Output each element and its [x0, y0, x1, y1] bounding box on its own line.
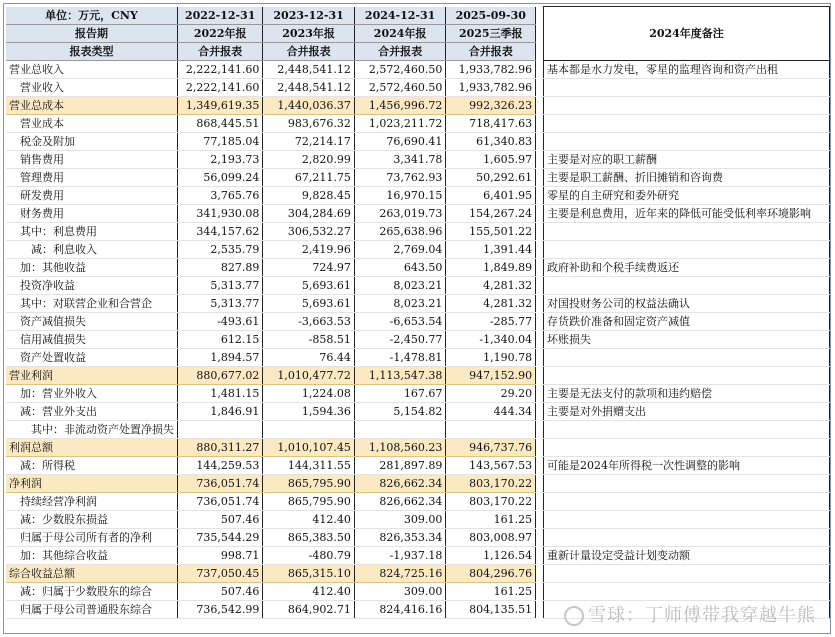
- table-row: [6, 348, 830, 366]
- spacer-cell: [536, 600, 544, 618]
- table-row: [6, 132, 830, 150]
- type-header: 合并报表: [263, 42, 355, 60]
- value-cell: 1,846.91: [178, 402, 263, 420]
- spacer-cell: [536, 240, 544, 258]
- value-cell: 946,737.76: [446, 438, 536, 456]
- value-cell: 72,214.17: [263, 132, 355, 150]
- value-cell: 2,769.04: [354, 240, 446, 258]
- note-cell: [544, 438, 830, 456]
- note-cell: [544, 276, 830, 294]
- period-header: 2023年报: [263, 24, 355, 42]
- value-cell: 612.15: [178, 330, 263, 348]
- row-label: 归属于母公司所有者的净利: [6, 528, 178, 546]
- value-cell: 344,157.62: [178, 222, 263, 240]
- note-cell: [544, 96, 830, 114]
- value-cell: -3,663.53: [263, 312, 355, 330]
- spacer-cell: [536, 474, 544, 492]
- value-cell: 2,535.79: [178, 240, 263, 258]
- value-cell: 737,050.45: [178, 564, 263, 582]
- note-cell: [544, 348, 830, 366]
- table-row: [6, 294, 830, 312]
- note-cell: 零星的自主研究和委外研究: [544, 186, 830, 204]
- type-header: 合并报表: [446, 42, 536, 60]
- value-cell: 865,795.90: [263, 492, 355, 510]
- date-header: 2023-12-31: [263, 7, 355, 25]
- row-label: 利润总额: [6, 438, 178, 456]
- value-cell: 167.67: [354, 384, 446, 402]
- value-cell: 1,126.54: [446, 546, 536, 564]
- table-row: [6, 402, 830, 420]
- value-cell: 992,326.23: [446, 96, 536, 114]
- value-cell: 5,313.77: [178, 276, 263, 294]
- value-cell: [263, 420, 355, 438]
- row-label: 管理费用: [6, 168, 178, 186]
- row-label: 加：其他综合收益: [6, 546, 178, 564]
- value-cell: 2,448,541.12: [263, 78, 355, 96]
- value-cell: 1,605.97: [446, 150, 536, 168]
- note-cell: [544, 564, 830, 582]
- value-cell: 724.97: [263, 258, 355, 276]
- unit-label: 单位：万元，CNY: [6, 7, 178, 25]
- value-cell: 507.46: [178, 510, 263, 528]
- income-statement-table: [6, 6, 830, 619]
- value-cell: -480.79: [263, 546, 355, 564]
- watermark-text: 雪球：丁师傅带我穿越牛熊: [588, 605, 816, 626]
- value-cell: 804,296.76: [446, 564, 536, 582]
- value-cell: 804,135.51: [446, 600, 536, 618]
- note-cell: [544, 582, 830, 600]
- table-row: [6, 384, 830, 402]
- type-header: 合并报表: [178, 42, 263, 60]
- header-row-periods: [6, 24, 830, 42]
- table-row: [6, 474, 830, 492]
- note-cell: [544, 132, 830, 150]
- value-cell: 29.20: [446, 384, 536, 402]
- value-cell: 76.44: [263, 348, 355, 366]
- note-cell: 主要是无法支付的款项和违约赔偿: [544, 384, 830, 402]
- value-cell: [354, 420, 446, 438]
- value-cell: 1,113,547.38: [354, 366, 446, 384]
- note-cell: 主要是对应的职工薪酬: [544, 150, 830, 168]
- note-cell: 对国投财务公司的权益法确认: [544, 294, 830, 312]
- value-cell: 865,315.10: [263, 564, 355, 582]
- table-row: [6, 258, 830, 276]
- value-cell: 2,222,141.60: [178, 60, 263, 78]
- value-cell: 5,154.82: [354, 402, 446, 420]
- row-label: 净利润: [6, 474, 178, 492]
- value-cell: 281,897.89: [354, 456, 446, 474]
- value-cell: 824,416.16: [354, 600, 446, 618]
- value-cell: 1,010,477.72: [263, 366, 355, 384]
- value-cell: 67,211.75: [263, 168, 355, 186]
- spacer-cell: [536, 60, 544, 78]
- value-cell: 880,311.27: [178, 438, 263, 456]
- value-cell: 8,023.21: [354, 294, 446, 312]
- value-cell: 868,445.51: [178, 114, 263, 132]
- row-label: 投资净收益: [6, 276, 178, 294]
- value-cell: 306,532.27: [263, 222, 355, 240]
- spacer-cell: [536, 96, 544, 114]
- note-cell: [544, 420, 830, 438]
- spacer-cell: [536, 348, 544, 366]
- spacer-cell: [536, 258, 544, 276]
- table-row: [6, 186, 830, 204]
- watermark: [564, 601, 816, 627]
- spacer-cell: [536, 330, 544, 348]
- spacer-cell: [536, 420, 544, 438]
- table-row: [6, 60, 830, 78]
- value-cell: 826,353.34: [354, 528, 446, 546]
- period-header: 2022年报: [178, 24, 263, 42]
- value-cell: 3,765.76: [178, 186, 263, 204]
- spacer-cell: [536, 402, 544, 420]
- table-row: [6, 312, 830, 330]
- row-label: 综合收益总额: [6, 564, 178, 582]
- value-cell: 2,572,460.50: [354, 78, 446, 96]
- value-cell: [446, 420, 536, 438]
- value-cell: 144,311.55: [263, 456, 355, 474]
- header-row-types: [6, 42, 830, 60]
- value-cell: 155,501.22: [446, 222, 536, 240]
- row-label: 信用减值损失: [6, 330, 178, 348]
- value-cell: 1,594.36: [263, 402, 355, 420]
- value-cell: 1,108,560.23: [354, 438, 446, 456]
- table-row: [6, 330, 830, 348]
- value-cell: 412.40: [263, 510, 355, 528]
- value-cell: 309.00: [354, 510, 446, 528]
- row-label: 资产处置收益: [6, 348, 178, 366]
- row-label: 其中：非流动资产处置净损失: [6, 420, 178, 438]
- row-label: 减：归属于少数股东的综合: [6, 582, 178, 600]
- value-cell: 1,023,211.72: [354, 114, 446, 132]
- value-cell: 144,259.53: [178, 456, 263, 474]
- spacer-cell: [536, 384, 544, 402]
- spacer-cell: [536, 150, 544, 168]
- note-cell: 基本都是水力发电，零星的监理咨询和资产出租: [544, 60, 830, 78]
- spacer-cell: [536, 582, 544, 600]
- value-cell: 1,391.44: [446, 240, 536, 258]
- value-cell: 826,662.34: [354, 474, 446, 492]
- value-cell: 4,281.32: [446, 276, 536, 294]
- value-cell: 304,284.69: [263, 204, 355, 222]
- value-cell: 1,224.08: [263, 384, 355, 402]
- value-cell: 73,762.93: [354, 168, 446, 186]
- row-label: 减：所得税: [6, 456, 178, 474]
- row-label: 减：少数股东损益: [6, 510, 178, 528]
- table-row: [6, 96, 830, 114]
- note-cell: [544, 78, 830, 96]
- row-label: 资产减值损失: [6, 312, 178, 330]
- value-cell: 263,019.73: [354, 204, 446, 222]
- value-cell: -1,478.81: [354, 348, 446, 366]
- note-cell: [544, 492, 830, 510]
- value-cell: [178, 420, 263, 438]
- note-cell: 可能是2024年所得税一次性调整的影响: [544, 456, 830, 474]
- value-cell: 1,894.57: [178, 348, 263, 366]
- note-cell: 主要是利息费用，近年来的降低可能受低利率环境影响: [544, 204, 830, 222]
- value-cell: 824,725.16: [354, 564, 446, 582]
- row-label: 营业总成本: [6, 96, 178, 114]
- table-row: [6, 204, 830, 222]
- row-label: 持续经营净利润: [6, 492, 178, 510]
- row-label: 研发费用: [6, 186, 178, 204]
- value-cell: -2,450.77: [354, 330, 446, 348]
- value-cell: 827.89: [178, 258, 263, 276]
- value-cell: 61,340.83: [446, 132, 536, 150]
- table-row: [6, 222, 830, 240]
- value-cell: 2,820.99: [263, 150, 355, 168]
- value-cell: 56,099.24: [178, 168, 263, 186]
- value-cell: 412.40: [263, 582, 355, 600]
- value-cell: 864,902.71: [263, 600, 355, 618]
- value-cell: 2,448,541.12: [263, 60, 355, 78]
- statement-frame: [3, 3, 831, 634]
- spacer-cell: [536, 492, 544, 510]
- value-cell: 718,417.63: [446, 114, 536, 132]
- value-cell: 5,693.61: [263, 276, 355, 294]
- spacer-cell: [536, 78, 544, 96]
- value-cell: 4,281.32: [446, 294, 536, 312]
- value-cell: 983,676.32: [263, 114, 355, 132]
- value-cell: 736,051.74: [178, 474, 263, 492]
- value-cell: 803,170.22: [446, 492, 536, 510]
- value-cell: -1,340.04: [446, 330, 536, 348]
- row-label: 营业利润: [6, 366, 178, 384]
- value-cell: 2,222,141.60: [178, 78, 263, 96]
- spacer-cell: [536, 312, 544, 330]
- header-row-dates: [6, 7, 830, 25]
- value-cell: 1,849.89: [446, 258, 536, 276]
- row-label: 营业成本: [6, 114, 178, 132]
- spacer-cell: [536, 132, 544, 150]
- value-cell: -858.51: [263, 330, 355, 348]
- table-row: [6, 438, 830, 456]
- table-row: [6, 150, 830, 168]
- table-row: [6, 276, 830, 294]
- spacer-cell: [536, 564, 544, 582]
- table-row: [6, 492, 830, 510]
- note-cell: [544, 366, 830, 384]
- spacer-cell: [536, 510, 544, 528]
- period-label: 报告期: [6, 24, 178, 42]
- value-cell: 309.00: [354, 582, 446, 600]
- value-cell: 1,933,782.96: [446, 78, 536, 96]
- spacer-cell: [536, 438, 544, 456]
- value-cell: 77,185.04: [178, 132, 263, 150]
- note-cell: 坏账损失: [544, 330, 830, 348]
- notes-title: 2024年度备注: [544, 24, 830, 42]
- value-cell: -1,937.18: [354, 546, 446, 564]
- value-cell: 154,267.24: [446, 204, 536, 222]
- value-cell: 2,193.73: [178, 150, 263, 168]
- value-cell: 265,638.96: [354, 222, 446, 240]
- spacer-cell: [536, 456, 544, 474]
- value-cell: 880,677.02: [178, 366, 263, 384]
- value-cell: 444.34: [446, 402, 536, 420]
- table-row: [6, 114, 830, 132]
- value-cell: -285.77: [446, 312, 536, 330]
- note-cell: 主要是职工薪酬、折旧摊销和咨询费: [544, 168, 830, 186]
- value-cell: 5,693.61: [263, 294, 355, 312]
- value-cell: 9,828.45: [263, 186, 355, 204]
- row-label: 营业总收入: [6, 60, 178, 78]
- note-cell: 重新计量设定受益计划变动额: [544, 546, 830, 564]
- table-row: [6, 240, 830, 258]
- row-label: 其中：对联营企业和合营企: [6, 294, 178, 312]
- row-label: 财务费用: [6, 204, 178, 222]
- table-row: [6, 510, 830, 528]
- note-cell: [544, 510, 830, 528]
- value-cell: 803,170.22: [446, 474, 536, 492]
- value-cell: 161.25: [446, 582, 536, 600]
- row-label: 减：营业外支出: [6, 402, 178, 420]
- value-cell: 1,010,107.45: [263, 438, 355, 456]
- value-cell: 161.25: [446, 510, 536, 528]
- note-cell: [544, 240, 830, 258]
- spacer-cell: [536, 186, 544, 204]
- value-cell: 947,152.90: [446, 366, 536, 384]
- value-cell: 735,544.29: [178, 528, 263, 546]
- value-cell: 341,930.08: [178, 204, 263, 222]
- row-label: 税金及附加: [6, 132, 178, 150]
- table-row: [6, 582, 830, 600]
- note-cell: 政府补助和个税手续费返还: [544, 258, 830, 276]
- value-cell: 643.50: [354, 258, 446, 276]
- note-cell: 主要是对外捐赠支出: [544, 402, 830, 420]
- value-cell: 736,051.74: [178, 492, 263, 510]
- spacer-cell: [536, 204, 544, 222]
- table-row: [6, 366, 830, 384]
- value-cell: 507.46: [178, 582, 263, 600]
- value-cell: 2,572,460.50: [354, 60, 446, 78]
- value-cell: 803,008.97: [446, 528, 536, 546]
- note-cell: [544, 528, 830, 546]
- value-cell: -493.61: [178, 312, 263, 330]
- value-cell: 1,933,782.96: [446, 60, 536, 78]
- value-cell: 16,970.15: [354, 186, 446, 204]
- value-cell: 1,481.15: [178, 384, 263, 402]
- spacer-cell: [536, 366, 544, 384]
- row-label: 营业收入: [6, 78, 178, 96]
- row-label: 其中：利息费用: [6, 222, 178, 240]
- value-cell: 1,190.78: [446, 348, 536, 366]
- value-cell: 5,313.77: [178, 294, 263, 312]
- value-cell: 998.71: [178, 546, 263, 564]
- table-row: [6, 168, 830, 186]
- table-row: [6, 456, 830, 474]
- value-cell: 1,440,036.37: [263, 96, 355, 114]
- value-cell: 736,542.99: [178, 600, 263, 618]
- snowball-icon: [564, 606, 584, 626]
- spacer-cell: [536, 114, 544, 132]
- period-header: 2025三季报: [446, 24, 536, 42]
- table-row: [6, 546, 830, 564]
- table-row: [6, 420, 830, 438]
- spacer-cell: [536, 528, 544, 546]
- row-label: 减：利息收入: [6, 240, 178, 258]
- value-cell: 8,023.21: [354, 276, 446, 294]
- note-cell: 存货跌价准备和固定资产减值: [544, 312, 830, 330]
- value-cell: 1,456,996.72: [354, 96, 446, 114]
- value-cell: 1,349,619.35: [178, 96, 263, 114]
- note-cell: [544, 222, 830, 240]
- row-label: 加：其他收益: [6, 258, 178, 276]
- table-row: [6, 528, 830, 546]
- spacer-cell: [536, 168, 544, 186]
- row-label: 加：营业外收入: [6, 384, 178, 402]
- type-header: 合并报表: [354, 42, 446, 60]
- value-cell: 3,341.78: [354, 150, 446, 168]
- table-row: [6, 564, 830, 582]
- value-cell: 2,419.96: [263, 240, 355, 258]
- date-header: 2025-09-30: [446, 7, 536, 25]
- value-cell: 76,690.41: [354, 132, 446, 150]
- row-label: 归属于母公司普通股东综合: [6, 600, 178, 618]
- value-cell: 865,795.90: [263, 474, 355, 492]
- value-cell: 826,662.34: [354, 492, 446, 510]
- spacer-cell: [536, 546, 544, 564]
- period-header: 2024年报: [354, 24, 446, 42]
- value-cell: 143,567.53: [446, 456, 536, 474]
- value-cell: 865,383.50: [263, 528, 355, 546]
- spacer-cell: [536, 276, 544, 294]
- note-cell: [544, 474, 830, 492]
- type-label: 报表类型: [6, 42, 178, 60]
- value-cell: 50,292.61: [446, 168, 536, 186]
- table-row: [6, 78, 830, 96]
- date-header: 2024-12-31: [354, 7, 446, 25]
- value-cell: -6,653.54: [354, 312, 446, 330]
- note-cell: [544, 114, 830, 132]
- date-header: 2022-12-31: [178, 7, 263, 25]
- spacer-cell: [536, 222, 544, 240]
- value-cell: 6,401.95: [446, 186, 536, 204]
- row-label: 销售费用: [6, 150, 178, 168]
- spacer-cell: [536, 294, 544, 312]
